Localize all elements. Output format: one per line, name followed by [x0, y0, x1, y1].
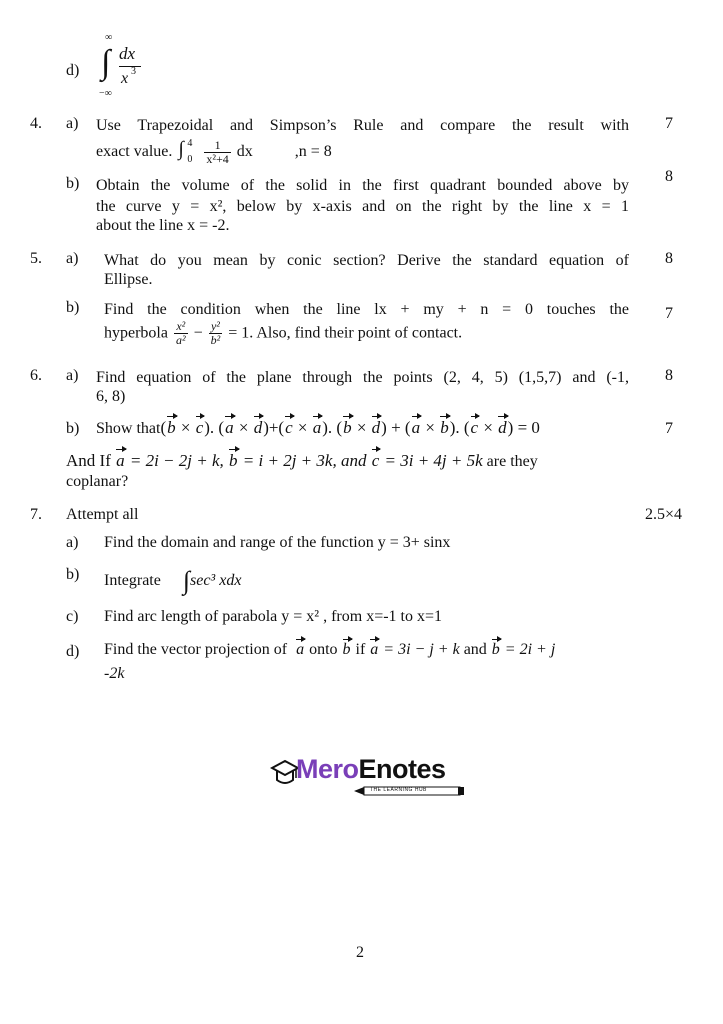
vector-a: a [370, 641, 379, 658]
q7d-and: and [459, 641, 491, 658]
q7-marks: 2.5×4 [645, 506, 683, 523]
logo-mero: Mero [296, 754, 359, 784]
q4b-marks: 8 [665, 168, 673, 185]
q3d-fraction-bar [119, 66, 141, 67]
q5b-line2 [104, 320, 462, 347]
q7d-onto: onto [305, 641, 342, 658]
q6b-equals-zero: = 0 [513, 418, 540, 437]
q6b-a-value: = 2i − 2j + k, [125, 451, 224, 470]
logo-enotes: Enotes [358, 754, 446, 784]
vector-c: c [371, 451, 380, 470]
q7d-line2: -2k [104, 665, 125, 682]
q7d-line1 [104, 641, 555, 659]
q5a-label: a) [66, 250, 79, 267]
q6b-b-value: = i + 2j + 3k, [238, 451, 337, 470]
q4b-line2: the curve y = x², below by x-axis and on the right by the line x = 1 [96, 198, 629, 215]
q5b-fy-num: y² [209, 320, 223, 334]
q3d-label: d) [66, 62, 80, 79]
q6b-show-that: Show that [96, 420, 161, 437]
q5a-line1: What do you mean by conic section? Derive the standard equation of [104, 252, 629, 269]
integral-sign-icon: ∫ [178, 137, 184, 160]
q3d-upper-limit: ∞ [105, 32, 113, 43]
q7b-integrate: Integrate [104, 572, 161, 589]
q7c-label: c) [66, 608, 79, 625]
q7a-text: Find the domain and range of the function y = 3+ sinx [104, 534, 451, 551]
q6b-c-value: = 3i + 4j + 5k [380, 451, 483, 470]
q6-number: 6. [30, 367, 42, 384]
q6b-line2 [66, 451, 538, 471]
q5b-fraction-x [174, 320, 188, 347]
q3d-numerator: dx [119, 44, 136, 63]
q7d-if: if [351, 641, 370, 658]
vector-a: a [296, 641, 305, 658]
q3d-denominator: x [121, 70, 129, 87]
q6a-line1: Find equation of the plane through the points (2, 4, 5) (1,5,7) and (-1, [96, 369, 629, 386]
q7a-label: a) [66, 534, 79, 551]
q6a-marks: 8 [665, 367, 673, 384]
q6b-label: b) [66, 420, 80, 437]
q4b-label: b) [66, 175, 80, 192]
q5a-line2: Ellipse. [104, 271, 153, 288]
q4a-label: a) [66, 115, 79, 132]
q5b-label: b) [66, 299, 80, 316]
q5b-minus: − [193, 324, 203, 342]
logo-wordmark [296, 754, 446, 785]
q4-number: 4. [30, 115, 42, 132]
q3d-lower-limit: −∞ [99, 88, 112, 99]
q5b-line1: Find the condition when the line lx + my + n = 0 touches the [104, 301, 629, 318]
q4a-dx: dx [236, 143, 253, 161]
q6b-term1: (b × c). (a × d)+(c × a). (b × d) + (a × b). (c × d) [160, 418, 514, 437]
q3d-exponent: 3 [131, 66, 136, 77]
q6b-and-if: And If [66, 451, 111, 470]
q7d-b-value: = 2i + j [500, 641, 556, 658]
q7d-label: d) [66, 643, 80, 660]
q6a-line2: 6, 8) [96, 388, 126, 405]
meroenotes-logo [270, 752, 470, 800]
q4a-frac-den: x²+4 [206, 152, 229, 166]
logo-tagline: THE LEARNING HUB [370, 787, 427, 793]
q4a-fraction [204, 139, 230, 166]
q4a-integral [176, 137, 198, 165]
q6a-label: a) [66, 367, 79, 384]
q7d-a-value: = 3i − j + k [379, 641, 460, 658]
q7c-text: Find arc length of parabola y = x² , from x=-1 to x=1 [104, 608, 443, 625]
page-number: 2 [356, 944, 364, 961]
q6b-expression [96, 418, 540, 438]
q4a-exact-value-label: exact value. [96, 143, 173, 161]
q5b-line2-end: = 1. Also, find their point of contact. [228, 324, 463, 342]
q4a-line1: Use Trapezoidal and Simpson’s Rule and compare the result with [96, 117, 629, 134]
vector-b: b [229, 451, 238, 470]
q4a-frac-num: 1 [204, 139, 230, 153]
q5b-hyperbola-word: hyperbola [104, 324, 168, 342]
q6b-line3: coplanar? [66, 473, 129, 490]
q7-number: 7. [30, 506, 42, 523]
q3d-integral [99, 32, 153, 99]
q4a-upper-limit: 4 [187, 137, 193, 149]
q4b-line1: Obtain the volume of the solid in the first quadrant bounded above by [96, 177, 629, 194]
vector-b: b [491, 641, 500, 658]
vector-b: b [342, 641, 351, 658]
q7d-text: Find the vector projection of [104, 641, 288, 658]
vector-a: a [116, 451, 125, 470]
q5-number: 5. [30, 250, 42, 267]
q5b-fraction-y [209, 320, 223, 347]
q6b-marks: 7 [665, 420, 673, 437]
q4b-line3: about the line x = -2. [96, 217, 230, 234]
q5b-marks: 7 [665, 305, 673, 322]
integral-sign-icon: ∫ [182, 566, 190, 595]
q5a-marks: 8 [665, 250, 673, 267]
q5b-fx-num: x² [174, 320, 188, 334]
q7b-label: b) [66, 566, 80, 583]
q6b-and: and [336, 451, 371, 470]
q7b-line [104, 566, 241, 596]
q4a-lower-limit: 0 [187, 153, 193, 165]
q7b-expression: sec³ xdx [189, 572, 242, 589]
integral-sign-icon: ∫ [101, 44, 111, 81]
q7-title: Attempt all [66, 506, 139, 523]
q6b-are-they: are they [482, 453, 538, 470]
q5b-fx-den: a² [175, 333, 186, 347]
q4a-n: ,n = 8 [294, 143, 332, 161]
q4a-marks: 7 [665, 115, 673, 132]
q4a-line2 [96, 139, 332, 165]
q5b-fy-den: b² [210, 333, 221, 347]
